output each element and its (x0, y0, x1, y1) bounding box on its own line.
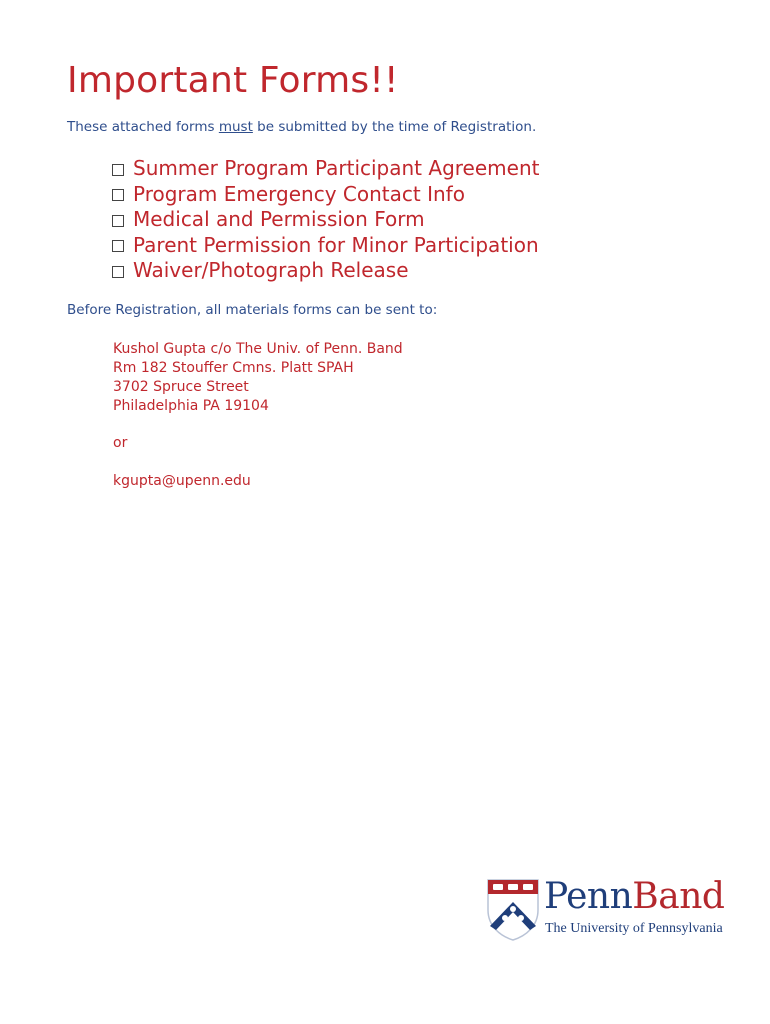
checkbox-icon (112, 189, 124, 201)
or-text: or (113, 435, 128, 451)
forms-checklist (112, 156, 539, 284)
checkbox-icon (112, 215, 124, 227)
intro-after: be submitted by the time of Registration. (252, 119, 537, 135)
send-to-text: Before Registration, all materials forms can be sent to: (67, 302, 438, 318)
list-item (112, 233, 539, 259)
address-line-4: Philadelphia PA 19104 (113, 398, 269, 414)
form-label: Summer Program Participant Agreement (133, 156, 540, 180)
form-label: Medical and Permission Form (133, 207, 425, 231)
address-line-3: 3702 Spruce Street (113, 379, 249, 395)
logo-name-penn: Penn (544, 876, 633, 917)
intro-text (67, 119, 536, 135)
checkbox-icon (112, 164, 124, 176)
address-line-2: Rm 182 Stouffer Cmns. Platt SPAH (113, 360, 354, 376)
logo-subtitle: The University of Pennsylvania (545, 921, 723, 936)
form-label: Program Emergency Contact Info (133, 181, 465, 206)
pennband-logo (486, 876, 736, 946)
logo-wordmark (544, 876, 724, 917)
list-item (112, 182, 539, 208)
intro-before: These attached forms (67, 119, 219, 135)
list-item (112, 258, 539, 284)
checkbox-icon (112, 266, 124, 278)
form-label: Parent Permission for Minor Participation (133, 232, 539, 257)
address-line-1: Kushol Gupta c/o The Univ. of Penn. Band (113, 341, 403, 357)
intro-emphasis: must (218, 119, 253, 135)
email-address[interactable]: kgupta@upenn.edu (113, 473, 251, 489)
page-title: Important Forms!! (67, 60, 399, 101)
list-item (112, 156, 539, 182)
checkbox-icon (112, 240, 124, 252)
form-label: Waiver/Photograph Release (133, 258, 409, 282)
logo-name-band: Band (632, 876, 725, 917)
penn-shield-icon (486, 878, 540, 942)
mailing-address (113, 340, 403, 416)
list-item (112, 207, 539, 233)
